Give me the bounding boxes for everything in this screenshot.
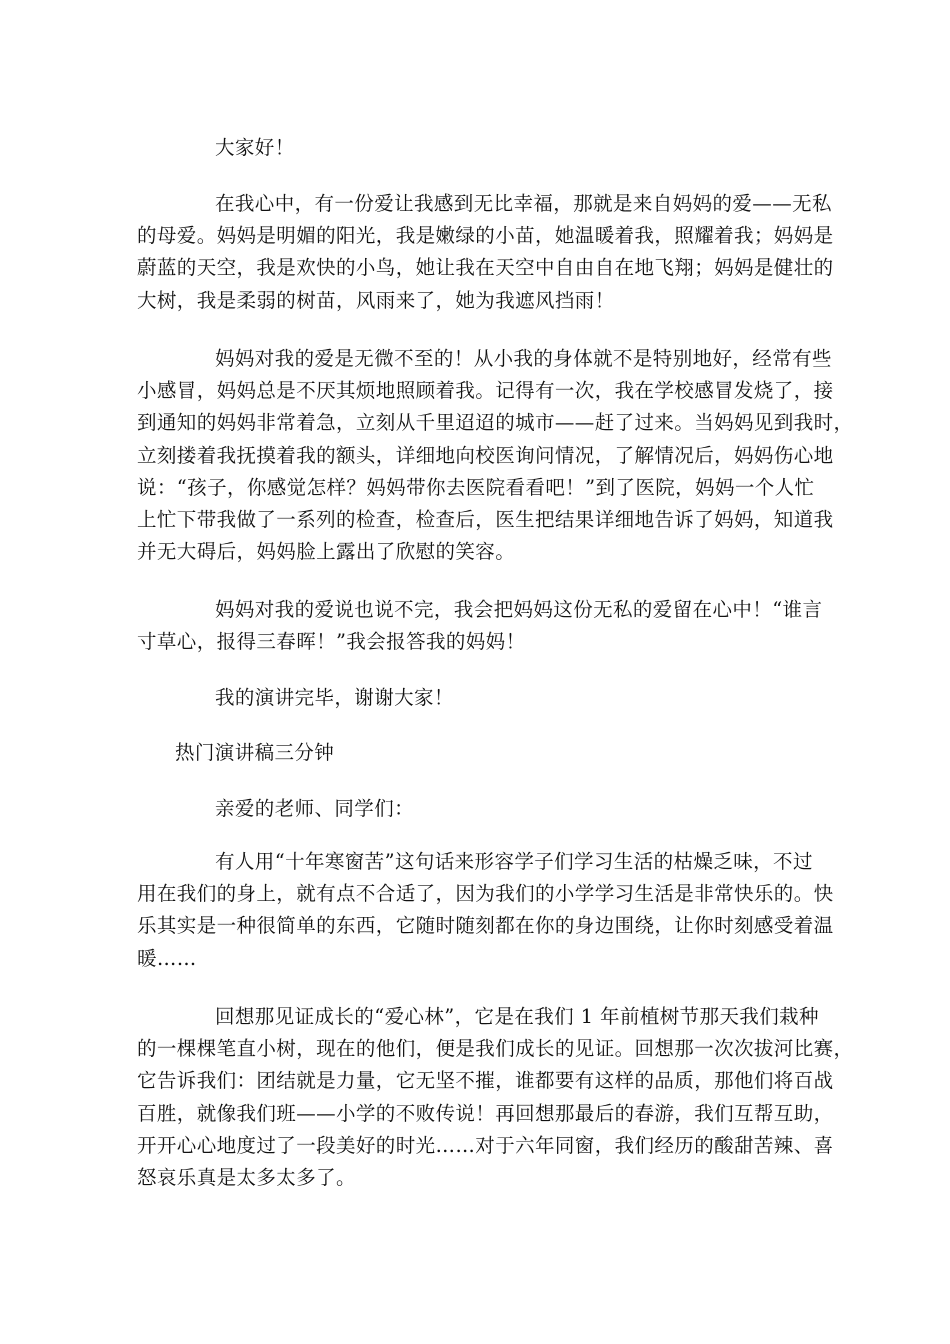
text-line: 到通知的妈妈非常着急，立刻从千里迢迢的城市——赶了过来。当妈妈见到我时， bbox=[137, 411, 854, 435]
text-line: 妈妈对我的爱是无微不至的！从小我的身体就不是特别地好，经常有些 bbox=[215, 347, 832, 370]
text-line: 百胜，就像我们班——小学的不败传说！再回想那最后的春游，我们互帮互助， bbox=[137, 1101, 834, 1125]
text-line: 在我心中，有一份爱让我感到无比幸福，那就是来自妈妈的爱——无私 bbox=[215, 192, 832, 215]
text-line: 的一棵棵笔直小树，现在的他们，便是我们成长的见证。回想那一次次拔河比赛， bbox=[137, 1037, 854, 1061]
text-line: 用在我们的身上，就有点不合适了，因为我们的小学学习生活是非常快乐的。快 bbox=[137, 882, 834, 906]
text-line: 有人用“十年寒窗苦”这句话来形容学子们学习生活的枯燥乏味，不过 bbox=[215, 850, 813, 873]
greeting-paragraph bbox=[137, 132, 817, 164]
text-line: 乐其实是一种很简单的东西，它随时随刻都在你的身边围绕，让你时刻感受着温 bbox=[137, 914, 834, 938]
paragraph-mother-love-intro bbox=[137, 188, 834, 317]
text-line: 怒哀乐真是太多太多了。 bbox=[137, 1166, 356, 1190]
closing-paragraph bbox=[137, 682, 817, 714]
section-title: 热门演讲稿三分钟 bbox=[175, 741, 335, 764]
text-line: 回想那见证成长的“爱心林”，它是在我们 1 年前植树节那天我们栽种 bbox=[215, 1005, 819, 1028]
paragraph-happy-school-life bbox=[137, 846, 834, 975]
text-line: 暖…… bbox=[137, 946, 197, 970]
text-line: 小感冒，妈妈总是不厌其烦地照顾着我。记得有一次，我在学校感冒发烧了，接 bbox=[137, 379, 834, 403]
text-line: 立刻搂着我抚摸着我的额头，详细地向校医询问情况，了解情况后，妈妈伤心地 bbox=[137, 443, 834, 467]
salutation-line: 亲爱的老师、同学们： bbox=[215, 797, 415, 820]
greeting-line: 大家好！ bbox=[215, 136, 295, 159]
text-line: 大树，我是柔弱的树苗，风雨来了，她为我遮风挡雨！ bbox=[137, 288, 615, 312]
paragraph-memories bbox=[137, 1001, 854, 1194]
text-line: 说：“孩子，你感觉怎样？妈妈带你去医院看看吧！”到了医院，妈妈一个人忙 bbox=[137, 475, 815, 499]
text-line: 妈妈对我的爱说也说不完，我会把妈妈这份无私的爱留在心中！“谁言 bbox=[215, 598, 823, 621]
closing-line: 我的演讲完毕，谢谢大家！ bbox=[215, 686, 454, 709]
paragraph-gratitude bbox=[137, 594, 823, 658]
salutation-paragraph bbox=[137, 793, 817, 825]
text-line: 它告诉我们：团结就是力量，它无坚不摧，谁都要有这样的品质，那他们将百战 bbox=[137, 1069, 834, 1093]
text-line: 并无大碍后，妈妈脸上露出了欣慰的笑容。 bbox=[137, 540, 516, 564]
text-line: 的母爱。妈妈是明媚的阳光，我是嫩绿的小苗，她温暖着我，照耀着我；妈妈是 bbox=[137, 224, 834, 248]
text-line: 开开心心地度过了一段美好的时光……对于六年同窗，我们经历的酸甜苦辣、喜 bbox=[137, 1133, 834, 1157]
paragraph-caring-story bbox=[137, 343, 854, 568]
text-line: 蔚蓝的天空，我是欢快的小鸟，她让我在天空中自由自在地飞翔；妈妈是健壮的 bbox=[137, 256, 834, 280]
text-line: 寸草心，报得三春晖！”我会报答我的妈妈！ bbox=[137, 630, 526, 654]
text-line: 上忙下带我做了一系列的检查，检查后，医生把结果详细地告诉了妈妈，知道我 bbox=[137, 508, 834, 532]
